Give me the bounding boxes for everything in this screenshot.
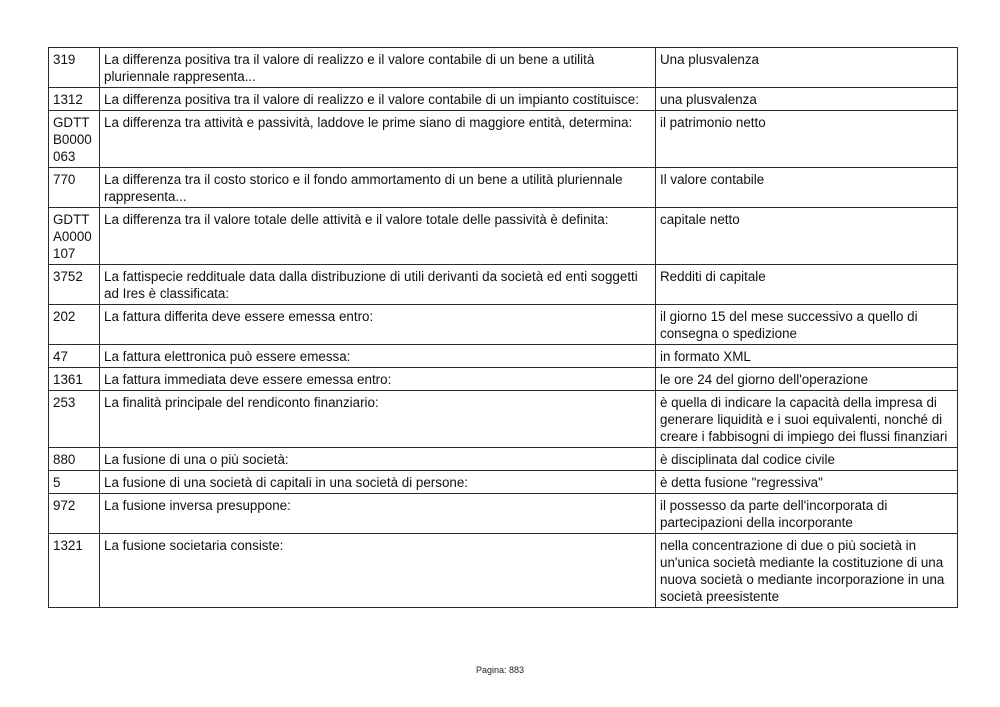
row-id: 253	[49, 391, 100, 448]
row-answer: in formato XML	[656, 345, 958, 368]
row-answer: una plusvalenza	[656, 88, 958, 111]
row-id: 5	[49, 471, 100, 494]
table-row	[49, 208, 958, 265]
row-question: La differenza tra il valore totale delle attività e il valore totale delle passività è definita:	[100, 208, 656, 265]
row-question: La fusione di una società di capitali in una società di persone:	[100, 471, 656, 494]
row-answer: le ore 24 del giorno dell'operazione	[656, 368, 958, 391]
row-answer: Il valore contabile	[656, 168, 958, 208]
row-question: La fusione societaria consiste:	[100, 534, 656, 608]
row-answer: nella concentrazione di due o più società in un'unica società mediante la costituzione di una nuova società o mediante incorporazione in una società preesistente	[656, 534, 958, 608]
row-id: 3752	[49, 265, 100, 305]
row-question: La finalità principale del rendiconto finanziario:	[100, 391, 656, 448]
table-row	[49, 368, 958, 391]
row-id: GDTTB0000063	[49, 111, 100, 168]
row-id: 972	[49, 494, 100, 534]
row-id: 202	[49, 305, 100, 345]
row-question: La differenza positiva tra il valore di realizzo e il valore contabile di un impianto costituisce:	[100, 88, 656, 111]
row-question: La fusione inversa presuppone:	[100, 494, 656, 534]
table-row	[49, 448, 958, 471]
row-answer: è detta fusione "regressiva"	[656, 471, 958, 494]
row-answer: capitale netto	[656, 208, 958, 265]
table-row	[49, 111, 958, 168]
table-row	[49, 494, 958, 534]
question-answer-table	[48, 47, 958, 608]
row-answer: Redditi di capitale	[656, 265, 958, 305]
table-row	[49, 345, 958, 368]
table-row	[49, 534, 958, 608]
row-answer: è quella di indicare la capacità della impresa di generare liquidità e i suoi equivalenti, nonché di creare i fabbisogni di impiego dei flussi finanziari	[656, 391, 958, 448]
row-question: La fattura differita deve essere emessa entro:	[100, 305, 656, 345]
row-answer: il giorno 15 del mese successivo a quello di consegna o spedizione	[656, 305, 958, 345]
row-question: La fattura immediata deve essere emessa entro:	[100, 368, 656, 391]
table-row	[49, 305, 958, 345]
row-question: La differenza tra attività e passività, laddove le prime siano di maggiore entità, determina:	[100, 111, 656, 168]
row-question: La fattura elettronica può essere emessa:	[100, 345, 656, 368]
row-question: La fattispecie reddituale data dalla distribuzione di utili derivanti da società ed enti soggetti ad Ires è classificata:	[100, 265, 656, 305]
row-question: La differenza positiva tra il valore di realizzo e il valore contabile di un bene a utilità pluriennale rappresenta...	[100, 48, 656, 88]
row-answer: il possesso da parte dell'incorporata di partecipazioni della incorporante	[656, 494, 958, 534]
row-id: 1321	[49, 534, 100, 608]
row-answer: Una plusvalenza	[656, 48, 958, 88]
row-question: La differenza tra il costo storico e il fondo ammortamento di un bene a utilità pluriennale rappresenta...	[100, 168, 656, 208]
row-id: 770	[49, 168, 100, 208]
row-id: 1312	[49, 88, 100, 111]
row-id: 47	[49, 345, 100, 368]
table-row	[49, 471, 958, 494]
row-id: GDTTA0000107	[49, 208, 100, 265]
table-row	[49, 88, 958, 111]
row-question: La fusione di una o più società:	[100, 448, 656, 471]
table-row	[49, 265, 958, 305]
row-id: 1361	[49, 368, 100, 391]
row-id: 319	[49, 48, 100, 88]
row-answer: il patrimonio netto	[656, 111, 958, 168]
row-id: 880	[49, 448, 100, 471]
table-row	[49, 48, 958, 88]
row-answer: è disciplinata dal codice civile	[656, 448, 958, 471]
table-row	[49, 391, 958, 448]
page-number: Pagina: 883	[475, 665, 525, 675]
table-row	[49, 168, 958, 208]
